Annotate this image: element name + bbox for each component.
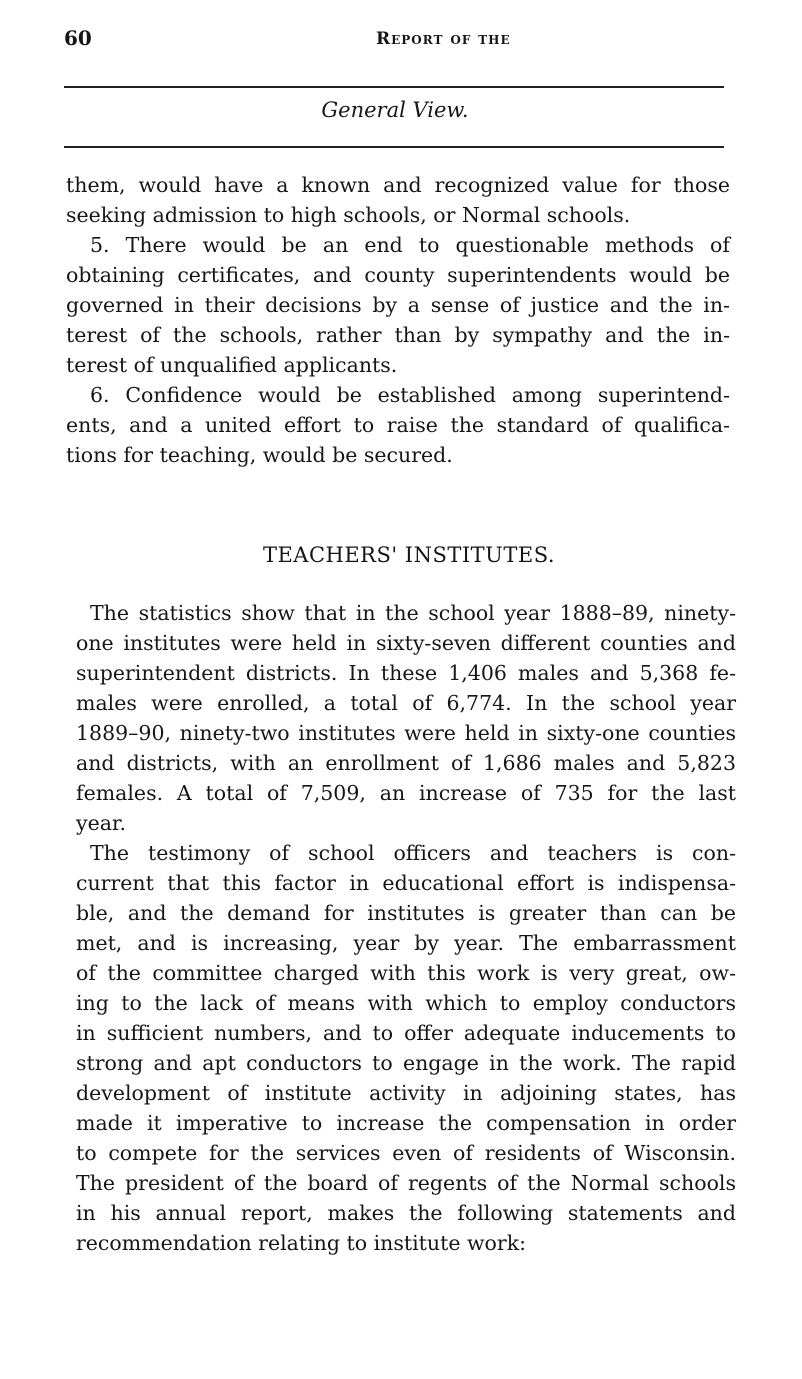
text-line: of the committee charged with this work is very great, ow- (76, 961, 736, 985)
text-line: made it imperative to increase the compensation in order (76, 1111, 736, 1135)
text-line: year. (76, 811, 126, 835)
institutes-text-block (76, 598, 736, 1258)
running-head (64, 26, 724, 56)
text-line: recommendation relating to institute work: (76, 1231, 527, 1255)
text-line: one institutes were held in sixty-seven different counties and (76, 631, 736, 655)
text-line: in his annual report, makes the following statements and (76, 1201, 736, 1225)
text-line: development of institute activity in adjoining states, has (76, 1081, 736, 1105)
text-line: 1889–90, ninety-two institutes were held in sixty-one counties (76, 721, 736, 745)
text-line: ing to the lack of means with which to employ conductors (76, 991, 736, 1015)
text-line: females. A total of 7,509, an increase of 735 for the last (76, 781, 736, 805)
text-line: met, and is increasing, year by year. The embarrassment (76, 931, 736, 955)
text-line: governed in their decisions by a sense of justice and the in- (66, 293, 730, 317)
header-rule-bottom (64, 146, 724, 148)
header-rule-top (64, 86, 724, 88)
section-heading: TEACHERS' INSTITUTES. (262, 543, 556, 567)
text-line: in sufficient numbers, and to offer adequate inducements to (76, 1021, 736, 1045)
page-number: 60 (64, 26, 92, 50)
text-line: ents, and a united effort to raise the standard of qualifica- (66, 413, 730, 437)
continued-text-block (66, 170, 730, 470)
text-line: The testimony of school officers and teachers is con- (90, 841, 736, 865)
text-line: terest of the schools, rather than by sympathy and the in- (66, 323, 730, 347)
text-line: The statistics show that in the school year 1888–89, ninety- (90, 601, 736, 625)
text-line: superintendent districts. In these 1,406 males and 5,368 fe- (76, 661, 736, 685)
text-line: males were enrolled, a total of 6,774. In the school year (76, 691, 736, 715)
text-line: tions for teaching, would be secured. (66, 443, 453, 467)
text-line: seeking admission to high schools, or Normal schools. (66, 203, 631, 227)
section-head: General View. (321, 98, 469, 122)
text-line: and districts, with an enrollment of 1,686 males and 5,823 (76, 751, 736, 775)
text-line: obtaining certificates, and county superintendents would be (66, 263, 730, 287)
running-title: Report of the (376, 29, 511, 49)
text-line: terest of unqualified applicants. (66, 353, 398, 377)
text-line: ble, and the demand for institutes is greater than can be (76, 901, 736, 925)
text-line: them, would have a known and recognized value for those (66, 173, 730, 197)
text-line: 6. Confidence would be established among superintend- (90, 383, 730, 407)
text-line: The president of the board of regents of the Normal schools (76, 1171, 736, 1195)
text-line: to compete for the services even of residents of Wisconsin. (76, 1141, 736, 1165)
text-line: 5. There would be an end to questionable methods of (90, 233, 730, 257)
text-line: strong and apt conductors to engage in the work. The rapid (76, 1051, 736, 1075)
text-line: current that this factor in educational effort is indispensa- (76, 871, 736, 895)
